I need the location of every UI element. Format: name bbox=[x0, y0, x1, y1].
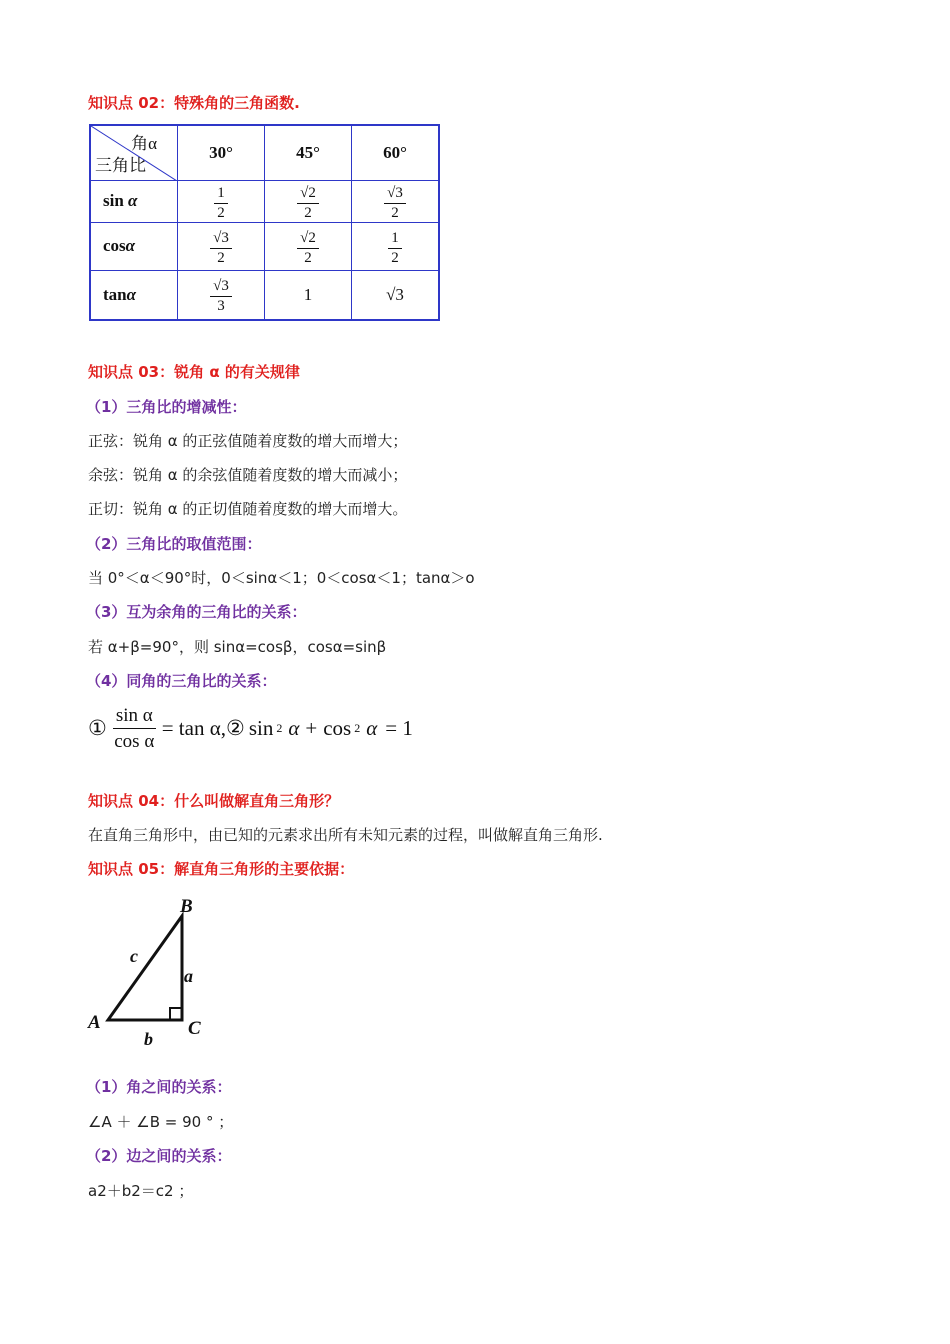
row-label-sin: sin α bbox=[90, 180, 178, 222]
cell-tan-45: 1 bbox=[265, 270, 352, 320]
row-label-cos: cosα bbox=[90, 222, 178, 270]
section-title-k02: 知识点 02：特殊角的三角函数. bbox=[88, 94, 300, 112]
corner-top-label: 角α bbox=[131, 134, 157, 153]
sin-word: sin bbox=[248, 715, 274, 740]
label-a: a bbox=[184, 966, 193, 986]
equals-one: = 1 bbox=[385, 715, 413, 740]
table-row-cos bbox=[90, 222, 439, 270]
k03-sub2: （2）三角比的取值范围： bbox=[86, 535, 262, 553]
table-corner-cell bbox=[90, 125, 178, 180]
header-30: 30° bbox=[178, 125, 265, 180]
special-angle-table bbox=[89, 124, 440, 321]
header-60: 60° bbox=[352, 125, 440, 180]
k03-line1: 正弦：锐角 α 的正弦值随着度数的增大而增大； bbox=[88, 432, 408, 450]
circle-one: ① bbox=[88, 715, 107, 740]
identity-formula bbox=[88, 700, 413, 756]
alpha-1: α bbox=[288, 715, 300, 740]
cell-cos-30: $\frac{√3}{2}$ bbox=[178, 222, 265, 270]
cell-cos-60: $\frac{1}{2}$ bbox=[352, 222, 440, 270]
k05-sub2: （2）边之间的关系： bbox=[86, 1147, 232, 1165]
k03-sub1: （1）三角比的增减性： bbox=[86, 398, 247, 416]
label-B: B bbox=[180, 896, 193, 917]
circle-two: ② bbox=[225, 715, 245, 740]
k03-sub4: （4）同角的三角比的关系： bbox=[86, 672, 277, 690]
header-45: 45° bbox=[265, 125, 352, 180]
k05-sub1: （1）角之间的关系： bbox=[86, 1078, 232, 1096]
row-label-tan: tanα bbox=[90, 270, 178, 320]
k04-text: 在直角三角形中，由已知的元素求出所有未知元素的过程，叫做解直角三角形. bbox=[88, 826, 603, 844]
right-triangle-diagram bbox=[84, 892, 214, 1052]
k03-line3: 正切：锐角 α 的正切值随着度数的增大而增大。 bbox=[88, 500, 408, 518]
alpha-2: α bbox=[366, 715, 378, 740]
table-row-sin bbox=[90, 180, 439, 222]
label-b: b bbox=[144, 1029, 153, 1049]
label-C: C bbox=[188, 1018, 201, 1039]
k03-sub3: （3）互为余角的三角比的关系： bbox=[86, 603, 307, 621]
plus-sign: + bbox=[305, 715, 318, 740]
k03-line4: 当 0°＜α＜90°时，0＜sinα＜1；0＜cosα＜1；tanα＞o bbox=[88, 569, 475, 587]
corner-bottom-label: 三角比 bbox=[95, 155, 146, 175]
k03-line5: 若 α+β=90°，则 sinα=cosβ，cosα=sinβ bbox=[88, 638, 387, 656]
cell-cos-45: $\frac{√2}{2}$ bbox=[265, 222, 352, 270]
section-title-k04: 知识点 04：什么叫做解直角三角形？ bbox=[88, 792, 340, 810]
table-row-tan bbox=[90, 270, 439, 320]
section-title-k03: 知识点 03：锐角 α 的有关规律 bbox=[88, 363, 300, 381]
cell-tan-60: √3 bbox=[352, 270, 440, 320]
cos-exponent: 2 bbox=[354, 720, 361, 735]
cell-sin-45: $\frac{√2}{2}$ bbox=[265, 180, 352, 222]
section-title-k05: 知识点 05：解直角三角形的主要依据： bbox=[88, 860, 355, 878]
cos-word: cos bbox=[323, 715, 352, 740]
cell-sin-60: $\frac{√3}{2}$ bbox=[352, 180, 440, 222]
cell-tan-30: $\frac{√3}{3}$ bbox=[178, 270, 265, 320]
cell-sin-30: $\frac{1}{2}$ bbox=[178, 180, 265, 222]
sin-exponent: 2 bbox=[276, 720, 283, 735]
sin-over-cos: $\frac{\text{sin α}}{\text{cos α}}$ bbox=[114, 704, 155, 752]
k05-line2: a2＋b2＝c2 ； bbox=[88, 1182, 194, 1200]
k05-line1: ∠A ＋ ∠B = 90 ° ； bbox=[88, 1113, 234, 1131]
rhs-tan: = tan α, bbox=[161, 715, 226, 740]
label-A: A bbox=[88, 1012, 101, 1033]
label-c: c bbox=[130, 946, 138, 966]
k03-line2: 余弦：锐角 α 的余弦值随着度数的增大而减小； bbox=[88, 466, 408, 484]
